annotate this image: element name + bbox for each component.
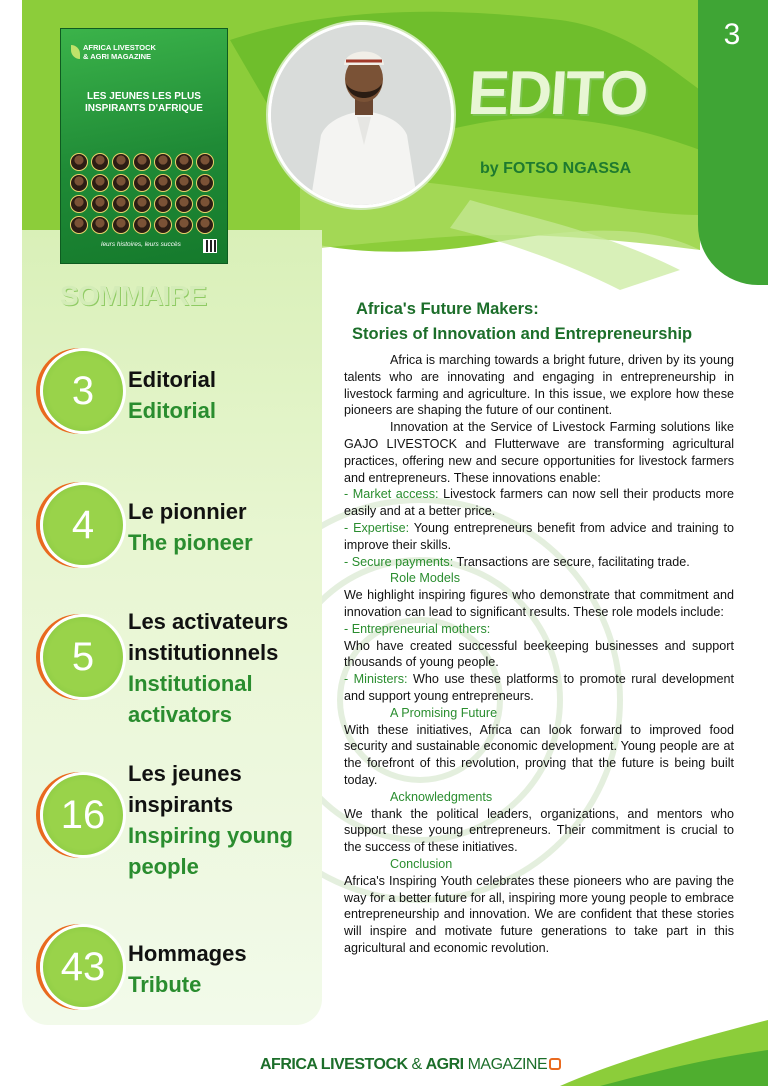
toc-title-fr: Les jeunes inspirants [128,761,242,817]
cover-brand [83,43,156,61]
section-heading: Acknowledgments [390,789,493,804]
cover-headline-line2: INSPIRANTS D'AFRIQUE [85,103,203,114]
bullet-label: - Market access: [344,487,439,502]
section-heading: Conclusion [390,856,453,871]
section-heading: A Promising Future [390,705,498,720]
magazine-logo-icon [549,1058,561,1070]
bullet-item [344,520,734,554]
article-body [344,352,734,957]
toc-title-en: The pioneer [128,530,253,555]
section-heading: Role Models [390,571,460,586]
face-icon [112,153,130,171]
paragraph: We highlight inspiring figures who demonstrate that commitment and innovation can lead to significant results. These role models include: [344,588,734,619]
cover-portrait-grid [70,153,220,234]
face-icon [70,153,88,171]
face-icon [175,174,193,192]
paragraph: We thank the political leaders, organizations, and mentors who support these young entrepreneurs. Their commitment is crucial to the success of these initiatives. [344,806,734,855]
face-icon [154,216,172,234]
face-icon [70,195,88,213]
qr-code-icon [203,239,217,253]
face-icon [154,195,172,213]
face-icon [112,174,130,192]
bullet-label: - Entrepreneurial mothers: [344,621,491,636]
face-icon [196,153,214,171]
bullet-text: Transactions are secure, facilitating trade. [453,554,690,569]
face-icon [196,174,214,192]
bullet-text: Young entrepreneurs benefit from advice and training to improve their skills. [344,520,734,552]
bullet-label: - Ministers: [344,672,408,687]
toc-page-number: 4 [40,482,126,568]
bullet-label: - Secure payments: [344,554,454,569]
face-icon [70,174,88,192]
toc-title-fr: Les activateurs institutionnels [128,609,289,665]
page-tab [698,0,768,285]
bullet-item [344,671,734,705]
toc-page-number: 5 [40,614,126,700]
article-title-line1: Africa's Future Makers: [356,300,539,318]
author-portrait [268,22,454,208]
face-icon [112,216,130,234]
toc-title-en: Institutional activators [128,671,253,727]
footer-brand-part: AGRI [425,1056,464,1073]
toc-page-number: 3 [40,348,126,434]
face-icon [196,216,214,234]
cover-tagline: leurs histoires, leurs succès [101,241,181,248]
face-icon [175,153,193,171]
page-number: 3 [723,18,741,51]
bullet-text: Livestock farmers can now sell their products more easily and at a better price. [344,487,734,519]
bullet-item [344,486,734,520]
cover-headline [69,91,219,115]
paragraph: Who have created successful beekeeping businesses and support thousands of young people. [344,638,734,670]
paragraph: Innovation at the Service of Livestock Farming solutions like GAJO LIVESTOCK and Flutterwave are transforming agricultural practices, offering new and secure opportunities for livestock farmers and entrepreneurs. These innovations enable: [344,420,734,485]
toc-title-en: Editorial [128,398,217,423]
bullet-label: - Expertise: [344,520,410,535]
face-icon [175,195,193,213]
face-icon [91,195,109,213]
toc-title-fr: Le pionnier [128,499,247,524]
footer-brand-part: & [407,1056,426,1073]
face-icon [175,216,193,234]
bullet-text: Who use these platforms to promote rural development and support young entrepreneurs. [344,672,734,703]
cover-brand-line2: & AGRI MAGAZINE [83,52,152,61]
face-icon [154,174,172,192]
article-title-line2: Stories of Innovation and Entrepreneurship [352,325,693,343]
face-icon [133,195,151,213]
toc-title-fr: Editorial [128,367,217,392]
face-icon [133,174,151,192]
sommaire-title: SOMMAIRE [60,280,206,311]
edito-author: by FOTSO NGASSA [480,160,632,177]
paragraph: With these initiatives, Africa can look forward to improved food security and sustainable economic development. Young people are at the forefront of this revolution, proving that the future is being built today. [344,722,734,787]
toc-page-number: 43 [40,924,126,1010]
leaf-logo-icon [71,45,80,59]
toc-title-en: Inspiring young people [128,823,293,879]
face-icon [133,216,151,234]
face-icon [154,153,172,171]
cover-headline-line1: LES JEUNES LES PLUS [87,91,201,102]
face-icon [112,195,130,213]
paragraph: Africa is marching towards a bright future, driven by its young talents who are innovating and engaging in entrepreneurship in livestock farming and agriculture. In this issue, we explore how these pioneers are shaping the future of our continent. [344,353,734,418]
toc-title-en: Tribute [128,972,202,997]
footer-brand-part: MAGAZINE [463,1056,548,1073]
paragraph: Africa's Inspiring Youth celebrates these pioneers who are paving the way for a better future for all, inspiring more young people to embrace entrepreneurship and innovation. We are confident that these stories will inspire and motivate future generations to take part in this agricultural and economic revolution. [344,873,734,955]
person-photo-icon [271,25,454,208]
footer-brand [260,1056,561,1074]
article-title [352,297,762,347]
face-icon [70,216,88,234]
face-icon [91,153,109,171]
toc-page-number: 16 [40,772,126,858]
face-icon [133,153,151,171]
footer-brand-part: AFRICA LIVESTOCK [260,1056,408,1073]
cover-brand-line1: AFRICA LIVESTOCK [83,43,156,52]
magazine-cover [60,28,228,264]
toc-title-fr: Hommages [128,941,247,966]
face-icon [196,195,214,213]
bullet-item [344,554,734,571]
face-icon [91,216,109,234]
edito-heading: EDITO [465,59,649,128]
face-icon [91,174,109,192]
